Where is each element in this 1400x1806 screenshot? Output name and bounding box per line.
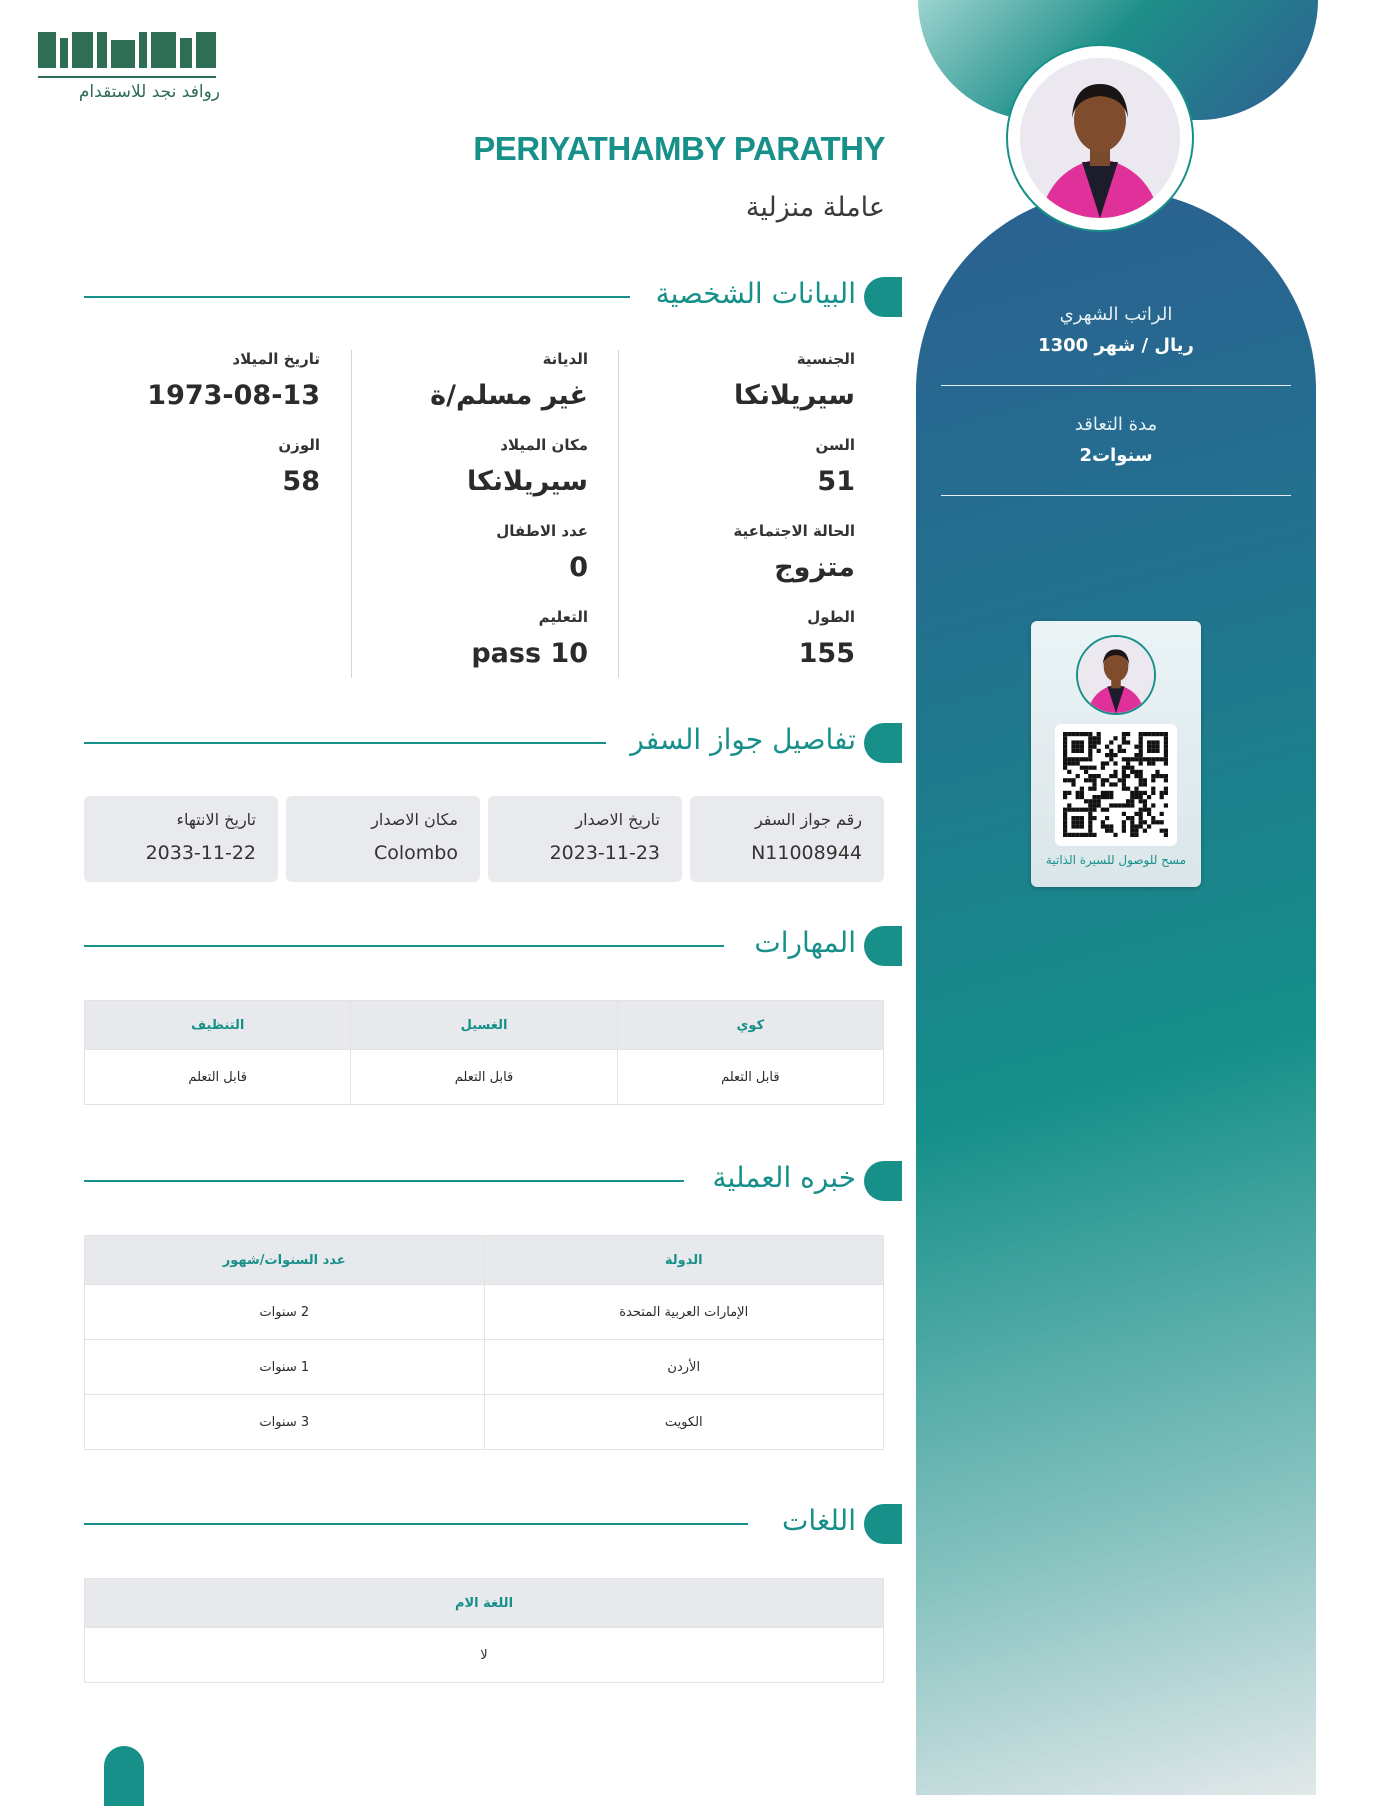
field-value: 155 [798, 638, 855, 669]
section-line [84, 742, 606, 744]
contract-label: مدة التعاقد [1074, 414, 1158, 435]
section-title-skills: المهارات [754, 926, 856, 959]
field-education [358, 608, 588, 669]
qr-caption: مسح للوصول للسيرة الذاتية [1045, 853, 1187, 867]
section-marker [864, 926, 902, 966]
section-marker [864, 277, 902, 317]
table-row [85, 1050, 884, 1105]
field-value: pass 10 [471, 638, 588, 669]
section-line [84, 1523, 748, 1525]
card-label: تاريخ الاصدار [575, 810, 660, 829]
personal-column-1 [618, 350, 885, 678]
field-label: تاريخ الميلاد [232, 350, 320, 368]
field-value: 58 [282, 466, 320, 497]
field-label: الجنسية [796, 350, 855, 368]
candidate-role: عاملة منزلية [745, 192, 885, 223]
page-tab-marker [104, 1746, 144, 1806]
field-value: متزوج [774, 552, 855, 583]
card-label: تاريخ الانتهاء [176, 810, 256, 829]
company-logo [38, 28, 220, 108]
field-value: 51 [817, 466, 855, 497]
table-cell: قابل التعلم [85, 1050, 351, 1105]
field-birth-date [90, 350, 320, 411]
table-header: الغسيل [351, 1001, 617, 1050]
logo-rule [38, 76, 216, 78]
table-cell: قابل التعلم [617, 1050, 883, 1105]
field-age [625, 436, 855, 497]
card-label: مكان الاصدار [371, 810, 458, 829]
field-value: غير مسلم/ة [430, 380, 588, 411]
field-label: الوزن [278, 436, 320, 454]
table-cell: 2 سنوات [85, 1285, 485, 1340]
table-row [85, 1285, 884, 1340]
logo-mark [38, 28, 216, 70]
passport-number-card [690, 796, 884, 882]
card-label: رقم جواز السفر [754, 810, 862, 829]
skills-table [84, 1000, 884, 1105]
table-row [85, 1395, 884, 1450]
field-weight [90, 436, 320, 497]
table-cell: قابل التعلم [351, 1050, 617, 1105]
sidebar-divider [941, 495, 1291, 496]
card-value: N11008944 [751, 842, 862, 864]
card-value: 2023-11-23 [549, 842, 660, 864]
passport-issue-place-card [286, 796, 480, 882]
passport-expiry-date-card [84, 796, 278, 882]
salary-value: 1300 ريال / شهر [1038, 335, 1194, 356]
table-header: عدد السنوات/شهور [85, 1236, 485, 1285]
table-cell: الكويت [484, 1395, 884, 1450]
section-title-experience: خبره العملية [712, 1161, 856, 1194]
personal-column-3 [84, 350, 350, 678]
salary-label: الراتب الشهري [1059, 304, 1173, 325]
table-cell: 3 سنوات [85, 1395, 485, 1450]
section-marker [864, 1504, 902, 1544]
languages-table [84, 1578, 884, 1683]
personal-column-2 [351, 350, 618, 678]
table-header-row [85, 1001, 884, 1050]
field-birth-place [358, 436, 588, 497]
card-value: Colombo [374, 842, 458, 864]
section-line [84, 945, 724, 947]
table-cell: الأردن [484, 1340, 884, 1395]
table-header: الدولة [484, 1236, 884, 1285]
field-label: الحالة الاجتماعية [733, 522, 855, 540]
section-marker [864, 723, 902, 763]
table-row [85, 1340, 884, 1395]
table-header-row [85, 1236, 884, 1285]
table-header: كوي [617, 1001, 883, 1050]
field-religion [358, 350, 588, 411]
table-row [85, 1628, 884, 1683]
section-title-passport: تفاصيل جواز السفر [630, 723, 856, 756]
logo-tagline: روافد نجد للاستقدام [78, 82, 220, 102]
field-nationality [625, 350, 855, 411]
section-line [84, 1180, 684, 1182]
field-value: 0 [569, 552, 588, 583]
contract-value: 2سنوات [1079, 445, 1153, 466]
field-height [625, 608, 855, 669]
field-children [358, 522, 588, 583]
passport-issue-date-card [488, 796, 682, 882]
table-cell: 1 سنوات [85, 1340, 485, 1395]
section-title-personal: البيانات الشخصية [655, 277, 856, 310]
section-line [84, 296, 630, 298]
field-label: الطول [807, 608, 855, 626]
profile-photo [1020, 58, 1180, 218]
field-value: 1973-08-13 [147, 380, 320, 411]
field-label: السن [815, 436, 855, 454]
table-header: اللغة الام [85, 1579, 884, 1628]
card-value: 2033-11-22 [145, 842, 256, 864]
table-cell: الإمارات العربية المتحدة [484, 1285, 884, 1340]
table-header-row [85, 1579, 884, 1628]
sidebar-divider [941, 385, 1291, 386]
field-label: عدد الاطفال [496, 522, 588, 540]
field-label: الديانة [542, 350, 588, 368]
table-header: التنظيف [85, 1001, 351, 1050]
field-label: التعليم [538, 608, 588, 626]
table-cell: لا [85, 1628, 884, 1683]
qr-card[interactable] [1031, 621, 1201, 887]
field-marital-status [625, 522, 855, 583]
section-marker [864, 1161, 902, 1201]
field-value: سيريلانكا [467, 466, 588, 497]
section-title-languages: اللغات [782, 1504, 856, 1537]
qr-card-photo [1076, 635, 1156, 715]
candidate-name: PERIYATHAMBY PARATHY [473, 130, 885, 167]
field-value: سيريلانكا [734, 380, 855, 411]
qr-code[interactable] [1055, 724, 1177, 846]
experience-table [84, 1235, 884, 1450]
field-label: مكان الميلاد [500, 436, 588, 454]
